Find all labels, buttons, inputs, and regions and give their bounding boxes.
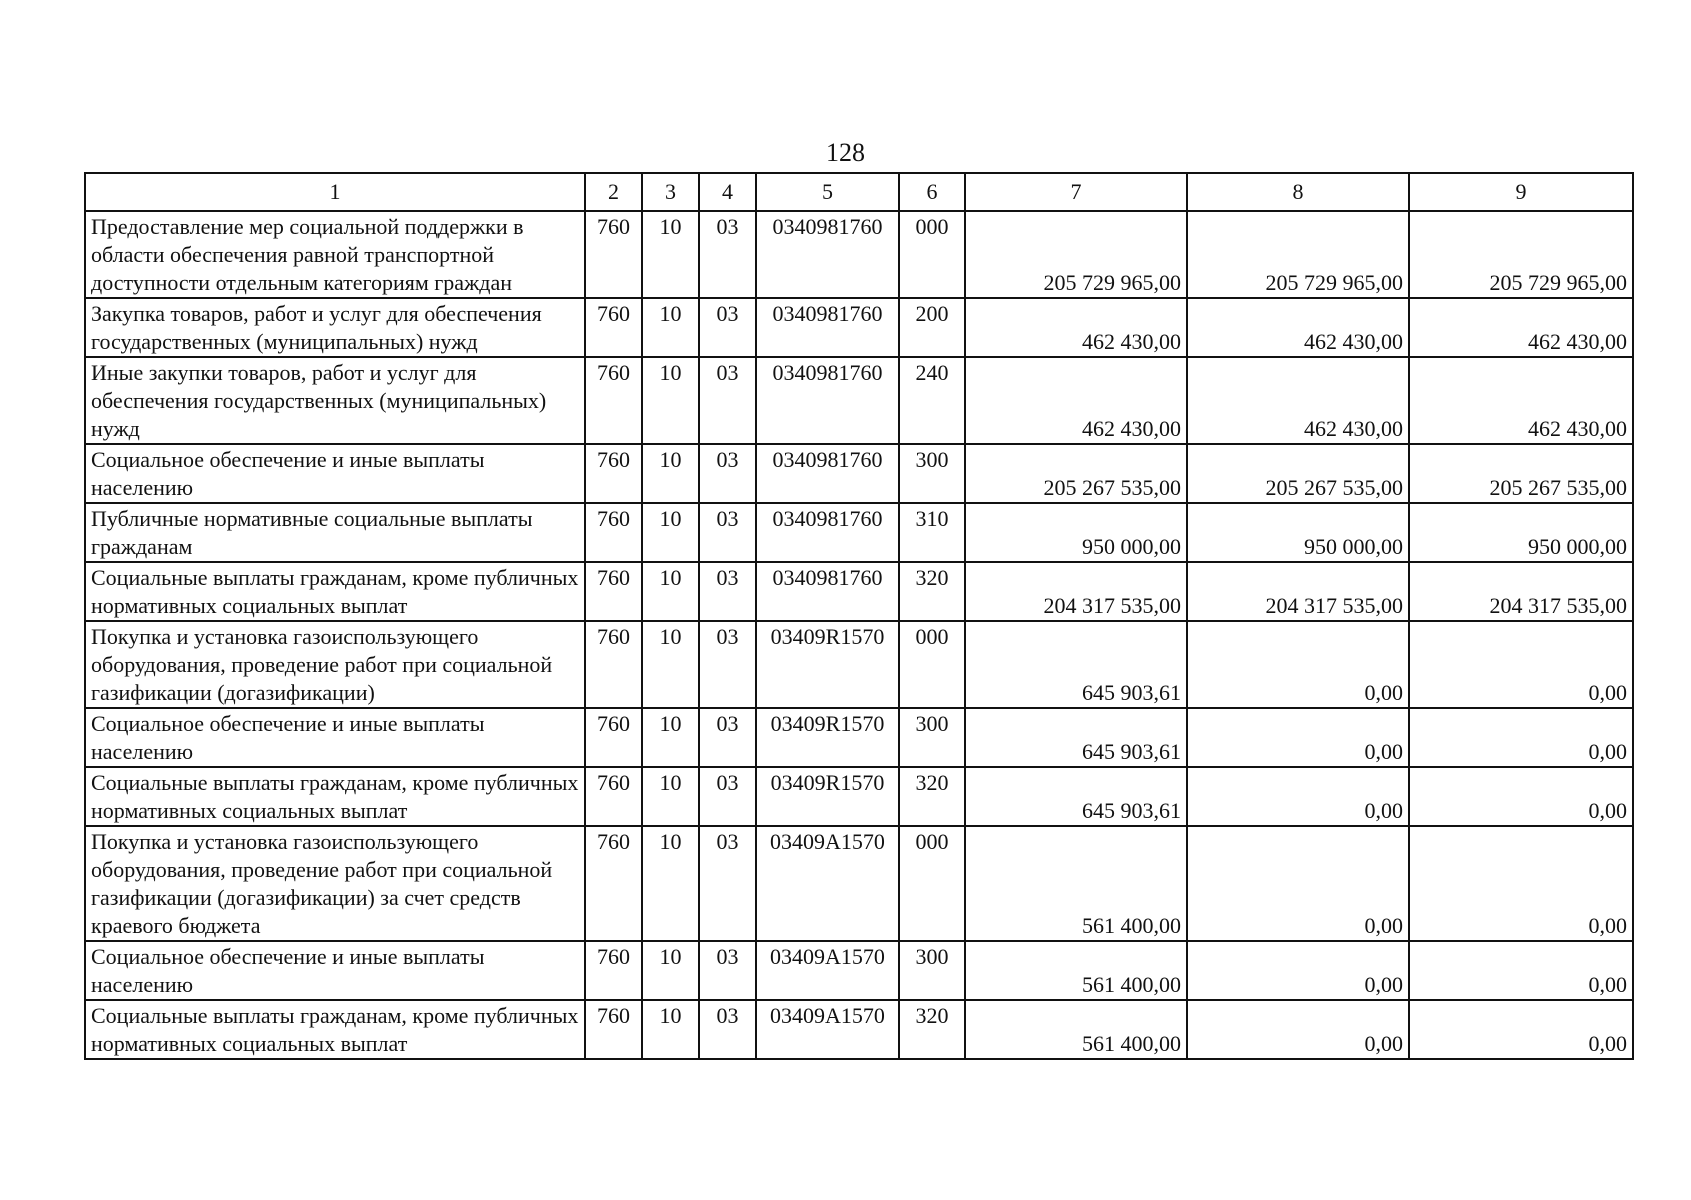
amount-col-8: 462 430,00 [1187,298,1409,357]
table-row [85,503,1633,562]
subsection-code: 03 [699,357,756,444]
row-name: Социальное обеспечение и иные выплаты населению [85,708,585,767]
table-row [85,941,1633,1000]
ministry-code: 760 [585,444,642,503]
page-number: 128 [826,138,865,167]
ministry-code: 760 [585,1000,642,1059]
ministry-code: 760 [585,211,642,298]
expense-type-code: 300 [899,708,965,767]
table-row [85,444,1633,503]
row-name: Покупка и установка газоиспользующего оборудования, проведение работ при социальной газификации (догазификации) [85,621,585,708]
amount-col-8: 950 000,00 [1187,503,1409,562]
target-article-code: 0340981760 [756,298,899,357]
column-header-4: 4 [699,173,756,211]
table-row [85,1000,1633,1059]
amount-col-9: 0,00 [1409,826,1633,941]
section-code: 10 [642,621,699,708]
amount-col-8: 205 729 965,00 [1187,211,1409,298]
amount-col-9: 462 430,00 [1409,357,1633,444]
amount-col-9: 950 000,00 [1409,503,1633,562]
amount-col-8: 0,00 [1187,767,1409,826]
ministry-code: 760 [585,708,642,767]
column-header-7: 7 [965,173,1187,211]
row-name: Социальные выплаты гражданам, кроме публичных нормативных социальных выплат [85,562,585,621]
amount-col-9: 204 317 535,00 [1409,562,1633,621]
amount-col-8: 205 267 535,00 [1187,444,1409,503]
amount-col-7: 561 400,00 [965,1000,1187,1059]
amount-col-9: 0,00 [1409,1000,1633,1059]
ministry-code: 760 [585,767,642,826]
column-header-3: 3 [642,173,699,211]
subsection-code: 03 [699,562,756,621]
amount-col-8: 0,00 [1187,708,1409,767]
subsection-code: 03 [699,708,756,767]
target-article-code: 0340981760 [756,211,899,298]
amount-col-8: 204 317 535,00 [1187,562,1409,621]
amount-col-7: 950 000,00 [965,503,1187,562]
expense-type-code: 320 [899,767,965,826]
amount-col-8: 462 430,00 [1187,357,1409,444]
section-code: 10 [642,1000,699,1059]
amount-col-8: 0,00 [1187,941,1409,1000]
subsection-code: 03 [699,621,756,708]
expense-type-code: 300 [899,941,965,1000]
amount-col-9: 0,00 [1409,767,1633,826]
expense-type-code: 320 [899,562,965,621]
table-row [85,357,1633,444]
ministry-code: 760 [585,562,642,621]
expense-type-code: 000 [899,826,965,941]
header-row [85,173,1633,211]
target-article-code: 0340981760 [756,357,899,444]
table-row [85,826,1633,941]
column-header-8: 8 [1187,173,1409,211]
amount-col-8: 0,00 [1187,826,1409,941]
amount-col-7: 561 400,00 [965,941,1187,1000]
row-name: Публичные нормативные социальные выплаты гражданам [85,503,585,562]
row-name: Социальные выплаты гражданам, кроме публичных нормативных социальных выплат [85,1000,585,1059]
row-name: Закупка товаров, работ и услуг для обеспечения государственных (муниципальных) нужд [85,298,585,357]
column-header-2: 2 [585,173,642,211]
amount-col-7: 561 400,00 [965,826,1187,941]
expense-type-code: 000 [899,211,965,298]
expense-type-code: 240 [899,357,965,444]
target-article-code: 03409A1570 [756,941,899,1000]
table-row [85,211,1633,298]
ministry-code: 760 [585,621,642,708]
ministry-code: 760 [585,298,642,357]
subsection-code: 03 [699,941,756,1000]
expense-type-code: 300 [899,444,965,503]
section-code: 10 [642,298,699,357]
amount-col-7: 645 903,61 [965,708,1187,767]
amount-col-9: 0,00 [1409,621,1633,708]
subsection-code: 03 [699,444,756,503]
subsection-code: 03 [699,826,756,941]
section-code: 10 [642,211,699,298]
amount-col-7: 204 317 535,00 [965,562,1187,621]
target-article-code: 0340981760 [756,503,899,562]
target-article-code: 03409A1570 [756,1000,899,1059]
table-row [85,562,1633,621]
ministry-code: 760 [585,941,642,1000]
expense-type-code: 320 [899,1000,965,1059]
amount-col-9: 462 430,00 [1409,298,1633,357]
row-name: Социальные выплаты гражданам, кроме публичных нормативных социальных выплат [85,767,585,826]
row-name: Социальное обеспечение и иные выплаты населению [85,941,585,1000]
section-code: 10 [642,562,699,621]
column-header-5: 5 [756,173,899,211]
ministry-code: 760 [585,826,642,941]
table-row [85,708,1633,767]
expense-type-code: 000 [899,621,965,708]
target-article-code: 0340981760 [756,444,899,503]
amount-col-9: 205 267 535,00 [1409,444,1633,503]
ministry-code: 760 [585,357,642,444]
row-name: Покупка и установка газоиспользующего оборудования, проведение работ при социальной газификации (догазификации) за счет средств краевого бюджета [85,826,585,941]
target-article-code: 03409R1570 [756,767,899,826]
section-code: 10 [642,444,699,503]
column-header-9: 9 [1409,173,1633,211]
expense-type-code: 200 [899,298,965,357]
amount-col-7: 462 430,00 [965,298,1187,357]
row-name: Социальное обеспечение и иные выплаты населению [85,444,585,503]
section-code: 10 [642,708,699,767]
amount-col-7: 205 729 965,00 [965,211,1187,298]
column-header-6: 6 [899,173,965,211]
amount-col-7: 645 903,61 [965,767,1187,826]
column-header-1: 1 [85,173,585,211]
target-article-code: 03409R1570 [756,621,899,708]
subsection-code: 03 [699,1000,756,1059]
subsection-code: 03 [699,211,756,298]
amount-col-9: 0,00 [1409,941,1633,1000]
ministry-code: 760 [585,503,642,562]
subsection-code: 03 [699,503,756,562]
table-row [85,298,1633,357]
amount-col-9: 0,00 [1409,708,1633,767]
row-name: Предоставление мер социальной поддержки в области обеспечения равной транспортной доступности отдельным категориям граждан [85,211,585,298]
table-row [85,767,1633,826]
section-code: 10 [642,503,699,562]
amount-col-7: 462 430,00 [965,357,1187,444]
amount-col-7: 645 903,61 [965,621,1187,708]
section-code: 10 [642,767,699,826]
amount-col-8: 0,00 [1187,621,1409,708]
table-row [85,621,1633,708]
subsection-code: 03 [699,767,756,826]
section-code: 10 [642,941,699,1000]
target-article-code: 0340981760 [756,562,899,621]
subsection-code: 03 [699,298,756,357]
amount-col-7: 205 267 535,00 [965,444,1187,503]
section-code: 10 [642,357,699,444]
row-name: Иные закупки товаров, работ и услуг для обеспечения государственных (муниципальных) нужд [85,357,585,444]
target-article-code: 03409A1570 [756,826,899,941]
target-article-code: 03409R1570 [756,708,899,767]
amount-col-8: 0,00 [1187,1000,1409,1059]
budget-table [84,172,1634,1060]
section-code: 10 [642,826,699,941]
amount-col-9: 205 729 965,00 [1409,211,1633,298]
expense-type-code: 310 [899,503,965,562]
